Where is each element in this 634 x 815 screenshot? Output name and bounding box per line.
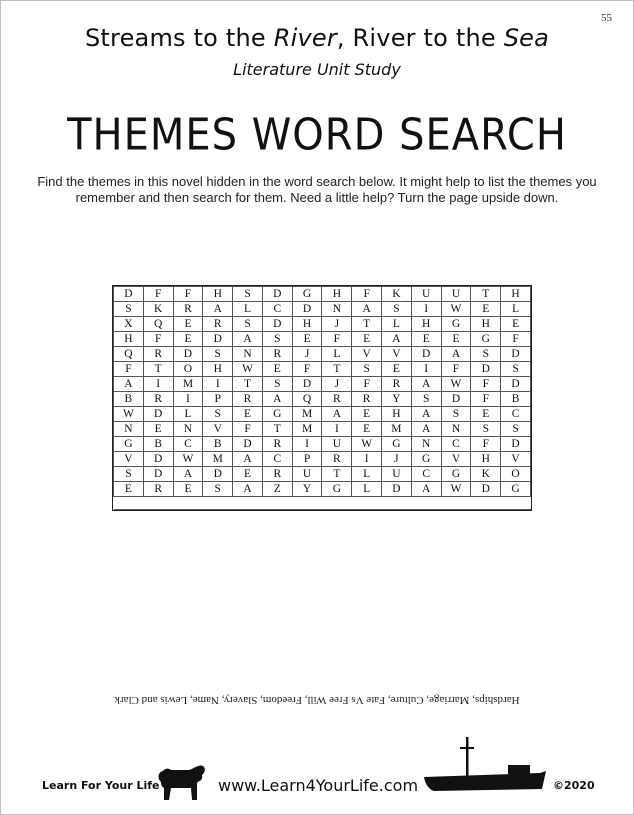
grid-cell: G	[411, 452, 441, 467]
grid-cell: B	[203, 437, 233, 452]
grid-cell: F	[471, 392, 501, 407]
grid-cell: G	[471, 332, 501, 347]
grid-cell: V	[203, 422, 233, 437]
grid-cell: D	[411, 347, 441, 362]
grid-cell: B	[501, 392, 531, 407]
grid-cell: M	[382, 422, 412, 437]
grid-cell: A	[411, 407, 441, 422]
grid-cell: E	[292, 332, 322, 347]
grid-cell: N	[114, 422, 144, 437]
grid-cell: G	[114, 437, 144, 452]
grid-cell: O	[501, 467, 531, 482]
grid-cell: E	[471, 302, 501, 317]
grid-cell: T	[471, 287, 501, 302]
grid-cell: D	[471, 362, 501, 377]
grid-cell: F	[352, 287, 382, 302]
word-search-table	[113, 286, 531, 510]
grid-cell: L	[352, 482, 382, 497]
grid-cell: E	[501, 317, 531, 332]
grid-row	[114, 467, 531, 482]
grid-cell: I	[352, 452, 382, 467]
grid-cell: K	[143, 302, 173, 317]
upside-down-hint: Hardships, Marriage, Culture, Fate Vs Free Will, Freedom, Slavery, Name, Lewis and Clark	[114, 694, 520, 706]
grid-row	[114, 347, 531, 362]
grid-cell: A	[233, 452, 263, 467]
grid-cell: D	[382, 482, 412, 497]
title-part-italic: Sea	[503, 24, 550, 52]
grid-cell: T	[262, 422, 292, 437]
grid-cell: E	[441, 332, 471, 347]
grid-cell: H	[203, 362, 233, 377]
grid-row	[114, 302, 531, 317]
grid-cell: I	[203, 377, 233, 392]
grid-cell: I	[411, 302, 441, 317]
grid-cell: K	[382, 287, 412, 302]
grid-row	[114, 422, 531, 437]
page-title	[0, 24, 634, 52]
grid-cell: F	[143, 332, 173, 347]
grid-cell: H	[114, 332, 144, 347]
grid-cell: F	[322, 332, 352, 347]
grid-cell: E	[173, 317, 203, 332]
grid-cell: D	[262, 287, 292, 302]
footer-copyright: ©2020	[553, 779, 595, 792]
grid-cell: N	[173, 422, 203, 437]
grid-cell: R	[322, 452, 352, 467]
grid-cell: E	[173, 482, 203, 497]
grid-cell: L	[352, 467, 382, 482]
grid-cell: V	[441, 452, 471, 467]
grid-row	[114, 407, 531, 422]
grid-cell: V	[352, 347, 382, 362]
grid-row	[114, 482, 531, 497]
grid-row	[114, 377, 531, 392]
grid-cell: D	[143, 467, 173, 482]
grid-cell: D	[441, 392, 471, 407]
grid-cell: I	[292, 437, 322, 452]
title-part: , River to the	[336, 24, 504, 52]
grid-cell: S	[411, 392, 441, 407]
grid-cell: H	[471, 317, 501, 332]
grid-cell: G	[501, 482, 531, 497]
grid-cell: A	[322, 407, 352, 422]
grid-cell: I	[322, 422, 352, 437]
grid-cell: G	[382, 437, 412, 452]
grid-cell: N	[441, 422, 471, 437]
grid-cell: E	[233, 407, 263, 422]
grid-cell: H	[322, 287, 352, 302]
grid-cell: D	[292, 302, 322, 317]
grid-cell: R	[233, 392, 263, 407]
grid-cell: T	[322, 362, 352, 377]
grid-cell: F	[292, 362, 322, 377]
grid-cell: A	[411, 377, 441, 392]
grid-cell: T	[233, 377, 263, 392]
grid-row	[114, 392, 531, 407]
grid-cell: E	[114, 482, 144, 497]
grid-cell: Q	[114, 347, 144, 362]
grid-cell: R	[203, 317, 233, 332]
grid-cell: M	[173, 377, 203, 392]
grid-cell: O	[173, 362, 203, 377]
grid-cell: H	[501, 287, 531, 302]
grid-cell: A	[352, 302, 382, 317]
grid-cell: D	[233, 437, 263, 452]
page-number: 55	[601, 12, 612, 24]
grid-cell: S	[114, 467, 144, 482]
grid-cell: U	[322, 437, 352, 452]
grid-cell: M	[292, 407, 322, 422]
grid-row	[114, 437, 531, 452]
grid-cell: G	[292, 287, 322, 302]
grid-cell: B	[114, 392, 144, 407]
grid-cell: S	[114, 302, 144, 317]
grid-cell: L	[322, 347, 352, 362]
grid-cell: N	[233, 347, 263, 362]
grid-cell: J	[322, 317, 352, 332]
grid-cell: L	[173, 407, 203, 422]
grid-cell: R	[173, 302, 203, 317]
grid-row	[114, 317, 531, 332]
grid-cell: D	[262, 317, 292, 332]
grid-cell: L	[501, 302, 531, 317]
instructions-text: Find the themes in this novel hidden in the word search below. It might help to list the themes you remember and then search for them. Need a little help? Turn the page upside down.	[37, 174, 597, 205]
grid-cell: D	[501, 437, 531, 452]
grid-cell: S	[471, 422, 501, 437]
grid-cell: A	[233, 332, 263, 347]
grid-cell: H	[203, 287, 233, 302]
grid-row	[114, 332, 531, 347]
grid-cell: Y	[382, 392, 412, 407]
grid-cell: G	[441, 317, 471, 332]
grid-cell: L	[233, 302, 263, 317]
grid-cell: E	[471, 407, 501, 422]
grid-cell: R	[322, 392, 352, 407]
grid-cell: I	[411, 362, 441, 377]
grid-cell: F	[471, 437, 501, 452]
grid-cell: E	[352, 407, 382, 422]
grid-cell: T	[143, 362, 173, 377]
grid-cell: F	[471, 377, 501, 392]
grid-cell: S	[203, 407, 233, 422]
grid-cell: D	[114, 287, 144, 302]
grid-cell: C	[441, 437, 471, 452]
footer-website: www.Learn4YourLife.com	[218, 776, 419, 795]
grid-cell: M	[203, 452, 233, 467]
grid-cell: L	[382, 317, 412, 332]
page-subtitle: Literature Unit Study	[233, 60, 401, 79]
grid-cell: F	[233, 422, 263, 437]
grid-cell: T	[322, 467, 352, 482]
grid-cell: R	[352, 392, 382, 407]
grid-cell: E	[262, 362, 292, 377]
grid-cell: C	[262, 302, 292, 317]
grid-cell: A	[203, 302, 233, 317]
grid-cell: K	[471, 467, 501, 482]
grid-cell: H	[292, 317, 322, 332]
grid-cell: F	[352, 377, 382, 392]
grid-cell: N	[411, 437, 441, 452]
grid-cell: S	[471, 347, 501, 362]
grid-cell: W	[441, 482, 471, 497]
grid-cell: F	[143, 287, 173, 302]
grid-cell: G	[262, 407, 292, 422]
grid-cell: D	[143, 407, 173, 422]
grid-cell: S	[233, 287, 263, 302]
title-part-italic: River	[273, 24, 337, 52]
grid-cell: B	[143, 437, 173, 452]
grid-padding-row	[114, 497, 531, 510]
grid-cell: A	[233, 482, 263, 497]
grid-cell: S	[262, 377, 292, 392]
grid-cell: S	[501, 422, 531, 437]
ship-icon	[420, 735, 548, 795]
grid-cell: F	[501, 332, 531, 347]
grid-cell: V	[501, 452, 531, 467]
grid-cell: A	[441, 347, 471, 362]
grid-cell: C	[173, 437, 203, 452]
dog-icon	[155, 762, 207, 802]
grid-cell: J	[292, 347, 322, 362]
grid-cell: U	[382, 467, 412, 482]
grid-cell: A	[382, 332, 412, 347]
title-part: Streams to the	[84, 24, 274, 52]
grid-cell: W	[441, 302, 471, 317]
grid-cell: T	[352, 317, 382, 332]
grid-row	[114, 287, 531, 302]
grid-cell: C	[262, 452, 292, 467]
grid-cell: S	[203, 347, 233, 362]
grid-cell: S	[262, 332, 292, 347]
grid-cell: D	[471, 482, 501, 497]
footer-brand: Learn For Your Life	[42, 779, 160, 792]
grid-cell: S	[382, 302, 412, 317]
grid-cell: M	[292, 422, 322, 437]
grid-cell: A	[114, 377, 144, 392]
grid-cell: R	[143, 392, 173, 407]
grid-cell: F	[173, 287, 203, 302]
grid-cell: I	[143, 377, 173, 392]
grid-cell: N	[322, 302, 352, 317]
grid-cell: R	[262, 437, 292, 452]
grid-cell: W	[233, 362, 263, 377]
grid-cell: H	[411, 317, 441, 332]
grid-cell: P	[292, 452, 322, 467]
grid-row	[114, 362, 531, 377]
grid-cell: W	[173, 452, 203, 467]
grid-cell: W	[352, 437, 382, 452]
grid-cell: J	[382, 452, 412, 467]
grid-cell: C	[411, 467, 441, 482]
grid-cell: A	[262, 392, 292, 407]
grid-cell: D	[143, 452, 173, 467]
word-search-grid	[112, 285, 532, 511]
grid-cell: R	[143, 482, 173, 497]
grid-cell: W	[441, 377, 471, 392]
grid-cell: R	[382, 377, 412, 392]
grid-cell: U	[292, 467, 322, 482]
grid-cell: Y	[292, 482, 322, 497]
grid-cell: E	[411, 332, 441, 347]
grid-cell: E	[233, 467, 263, 482]
grid-cell: I	[173, 392, 203, 407]
grid-cell: G	[322, 482, 352, 497]
grid-cell: H	[471, 452, 501, 467]
grid-cell: X	[114, 317, 144, 332]
grid-cell: V	[382, 347, 412, 362]
grid-cell: S	[501, 362, 531, 377]
grid-cell: R	[262, 467, 292, 482]
grid-cell: A	[411, 422, 441, 437]
grid-cell: Q	[292, 392, 322, 407]
grid-cell: E	[143, 422, 173, 437]
grid-cell: S	[441, 407, 471, 422]
grid-cell: S	[203, 482, 233, 497]
grid-cell: E	[352, 422, 382, 437]
grid-cell: G	[441, 467, 471, 482]
grid-cell: W	[114, 407, 144, 422]
grid-cell: F	[114, 362, 144, 377]
grid-cell: Z	[262, 482, 292, 497]
grid-cell: A	[173, 467, 203, 482]
grid-cell: Q	[143, 317, 173, 332]
grid-cell: P	[203, 392, 233, 407]
grid-cell: D	[501, 377, 531, 392]
grid-cell: R	[143, 347, 173, 362]
grid-padding-cell	[114, 497, 531, 510]
grid-cell: U	[441, 287, 471, 302]
grid-cell: S	[233, 317, 263, 332]
grid-cell: C	[501, 407, 531, 422]
grid-cell: D	[501, 347, 531, 362]
grid-cell: D	[203, 467, 233, 482]
grid-cell: S	[352, 362, 382, 377]
grid-cell: J	[322, 377, 352, 392]
grid-cell: V	[114, 452, 144, 467]
grid-cell: D	[292, 377, 322, 392]
grid-cell: A	[411, 482, 441, 497]
grid-cell: E	[173, 332, 203, 347]
grid-cell: H	[382, 407, 412, 422]
grid-cell: D	[203, 332, 233, 347]
grid-cell: D	[173, 347, 203, 362]
grid-row	[114, 452, 531, 467]
grid-cell: U	[411, 287, 441, 302]
section-heading: THEMES WORD SEARCH	[67, 109, 567, 161]
grid-cell: F	[441, 362, 471, 377]
grid-cell: E	[352, 332, 382, 347]
grid-cell: R	[262, 347, 292, 362]
grid-cell: E	[382, 362, 412, 377]
